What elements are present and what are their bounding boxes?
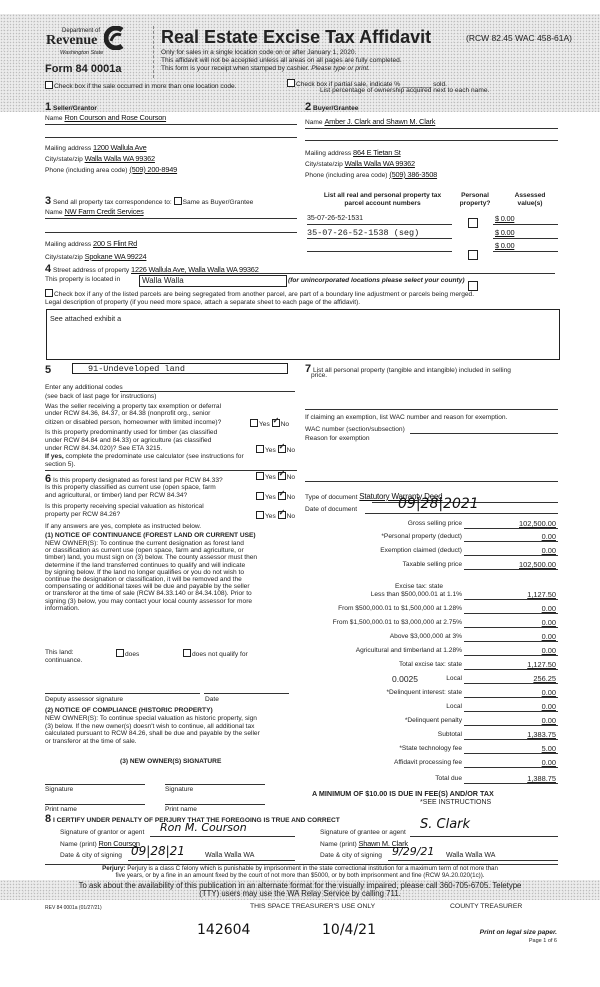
deputy-signature-field[interactable] [45,693,200,694]
fee-label: Taxable selling price [402,561,462,568]
yes-checkbox[interactable] [256,445,264,453]
fee-value[interactable]: 256.25 [533,674,556,683]
personal-property-label [305,363,511,375]
fee-value[interactable]: 1,388.75 [527,774,556,783]
section-number: 6 [45,473,52,485]
seller-name-value[interactable]: Ron Courson and Rose Courson [64,113,167,122]
segregated-label: Check box if any of the listed parcels are being segregated from another parcel, are part of a boundary line adjustment or parcels being merged. [54,291,475,298]
field-line [410,836,558,837]
buyer-name-value[interactable]: Amber J. Clark and Shawn M. Clark [324,117,436,126]
same-as-buyer-label: Same as Buyer/Grantee [182,199,254,206]
field-line [307,238,452,239]
corr-city-value[interactable]: Spokane WA 99224 [84,252,147,261]
field-line [45,218,297,219]
minimum-note: A MINIMUM OF $10.00 IS DUE IN FEE(S) AND/OR TAX [312,789,494,798]
grantee-name-value[interactable]: Shawn M. Clark [358,839,408,848]
section-title: I CERTIFY UNDER PENALTY OF PERJURY THAT THE FOREGOING IS TRUE AND CORRECT [52,817,340,824]
section-number: 5 [45,364,52,376]
fee-value[interactable]: 0.00 [541,546,556,555]
fee-value[interactable]: 5.00 [541,744,556,753]
field-label: Signature of grantor or agent [60,829,145,836]
treasurer-stamp-date: 10/4/21 [322,922,376,938]
field-label: Date of document [305,506,358,513]
does-checkbox[interactable] [116,649,124,657]
section-number: 7 [305,363,312,375]
fee-value[interactable]: 102,500.00 [519,560,556,569]
notice-line: NEW OWNER(S): To continue the current designation as forest land [45,540,244,547]
fee-value[interactable]: 0.00 [541,646,556,655]
buyer-phone-value[interactable]: (509) 386-3508 [389,170,438,179]
question-text: Is this property designated as forest land per RCW 84.33? [52,477,223,484]
fee-value[interactable]: 1,127.50 [527,660,556,669]
fee-value[interactable]: 0.00 [541,758,556,767]
corr-name-field[interactable] [45,208,144,217]
yes-checkbox[interactable] [256,472,264,480]
if-yes-bold: If yes, [45,453,64,460]
fee-label: From $1,500,000.01 to $3,000,000 at 2.75% [332,619,462,626]
question-text: Is this property predominantly used for timber (as classified [45,429,218,436]
legal-description-box[interactable] [46,309,560,360]
fee-label: Subtotal [437,731,462,738]
page-title: Real Estate Excise Tax Affidavit [161,27,432,47]
additional-codes-field[interactable] [120,391,295,392]
field-label: Street address of property [52,267,130,274]
corr-city-field[interactable] [45,253,146,262]
fee-label: *Delinquent penalty [404,717,462,724]
field-label: Type of document [305,494,358,501]
grantor-name-field[interactable] [60,840,140,849]
notice-line: or transferor at the time of sale. [45,738,137,746]
print-name-field[interactable] [165,804,265,805]
fee-value[interactable]: 0.00 [541,632,556,641]
grantor-name-value[interactable]: Ron Courson [98,839,140,848]
section-number: 4 [45,263,52,275]
fee-label: *Personal property (deduct) [381,533,462,540]
does-not-checkbox[interactable] [183,649,191,657]
question-text: under RCW 84.84 and 84.33) or agriculture (as classified [45,437,212,444]
question-text: Was the seller receiving a property tax exemption or deferral [45,403,222,410]
field-label: Phone (including area code) [305,172,388,179]
doc-date-value[interactable]: 09|28|2021 [398,496,479,512]
question-text: under RCW 84.36, 84.37, or 84.38 (nonprofit org., senior [45,410,211,417]
personal-header: property? [459,200,491,207]
seller-name-field[interactable] [45,114,166,123]
assessed-value[interactable]: $ 0.00 [495,228,515,237]
notice-continuance-title: (1) NOTICE OF CONTINUANCE (FOREST LAND OR CURRENT USE) [45,532,256,539]
revision-label: REV 84 0001a (01/27/21) [45,905,102,911]
grantor-signature[interactable]: Ron M. Courson [160,821,247,834]
yes-label: Yes [265,513,276,520]
corr-name-value[interactable]: NW Farm Credit Services [64,207,144,216]
timber-yes-no[interactable] [256,445,295,455]
new-owner-signature-title: (3) NEW OWNER(S) SIGNATURE [120,758,222,765]
print-name-label: Print name [165,806,197,813]
fee-label: Total due [435,775,462,782]
notice-line: or transferor at the time of sale (RCW 84.33.140 or 84.34.108). Prior to [45,590,252,598]
personal-property-checkbox[interactable] [468,250,478,260]
field-line [150,273,555,274]
ownership-note: List percentage of ownership acquired next to each name. [320,87,490,94]
notice-line: calculated pursuant to RCW 84.26, shall be due and payable by the seller [45,730,260,738]
yes-checkbox[interactable] [250,419,258,427]
notice-line: NEW OWNER(S): To continue special valuation as historic property, sign [45,715,257,722]
fee-value[interactable]: 1,127.50 [527,590,556,599]
title-citation: (RCW 82.45 WAC 458-61A) [466,33,572,43]
seller-mail-field[interactable] [45,144,147,153]
parcel-number[interactable]: 35-07-26-52-1538 (seg) [307,228,420,238]
field-label: Name [45,115,63,122]
buyer-city-value[interactable]: Walla Walla WA 99362 [344,159,415,168]
field-line [365,513,558,514]
grantee-signature[interactable]: S. Clark [420,817,471,832]
yes-label: Yes [259,421,270,428]
assessed-header: value(s) [517,200,543,207]
fee-label: Total excise tax: state [398,661,462,668]
buyer-mail-value[interactable]: 864 E Tietan St [353,148,401,157]
accessibility-note: To ask about the availability of this publication in an alternate format for the visually impaired, please call 360-705-6705. Teletype [78,881,522,890]
if-any-note: If any answers are yes, complete as instructed below. [45,523,202,530]
accessibility-note: (TTY) users may use the WA Relay Service by calling 711. [199,889,401,898]
no-checkbox[interactable] [278,511,286,519]
seller-phone-value[interactable]: (509) 200-8949 [129,165,178,174]
section-title: Send all property tax correspondence to: [52,199,172,206]
header-note: Only for sales in a single location code on or after January 1, 2020. [161,49,357,56]
header-note [161,65,370,73]
seller-mail-value[interactable]: 1200 Wallula Ave [93,143,147,152]
field-label: City/state/zip [45,254,83,261]
fee-label: Gross selling price [407,520,462,527]
field-label: Name [305,119,323,126]
question-text: citizen or disabled person, homeowner with limited income)? [45,419,222,426]
does-label: does [125,651,140,658]
logo-name: Revenue [46,33,98,48]
section-number: 1 [45,101,52,113]
field-line [307,224,452,225]
notice-line: compensating or additional taxes will be due and payable by the seller [45,583,250,591]
located-label: This property is located in [45,276,121,283]
parcel-number[interactable]: 35-07-26-52-1531 [307,215,364,222]
field-label: City/state/zip [45,156,83,163]
parcel-header: parcel account numbers [344,200,421,207]
notice-line: continue the designation or classification, it will be removed and the [45,576,242,583]
fee-label: Exemption claimed (deduct) [380,547,462,554]
field-line [493,224,558,225]
doc-type-value[interactable]: Statutory Warranty Deed [359,492,443,501]
buyer-phone-field[interactable] [305,171,437,180]
no-label: No [286,494,296,501]
field-label: Date & city of signing [320,852,382,859]
does-not-label: does not qualify for [192,651,248,658]
field-line [45,232,297,233]
print-name-field[interactable] [45,804,145,805]
header-note: This affidavit will not be accepted unless all areas on all pages are fully completed. [161,57,402,64]
see-instructions: *SEE INSTRUCTIONS [420,799,492,806]
perjury-bold: Perjury: [102,865,126,872]
same-as-buyer-checkbox[interactable] [174,197,182,205]
treasurer-stamp-number: 142604 [197,922,251,938]
yes-checkbox[interactable] [256,511,264,519]
reason-field[interactable] [305,481,558,482]
print-name-label: Print name [45,806,77,813]
question-text: Is this property receiving special valuation as historical [45,503,204,510]
fee-label: Affidavit processing fee [393,759,462,766]
notice-line: by signing below. If the land no longer qualifies or you do not wish to [45,568,245,576]
grantee-city-value[interactable]: Walla Walla WA [446,852,496,859]
field-line [493,251,558,252]
no-checkbox[interactable] [278,492,286,500]
notice-compliance-title: (2) NOTICE OF COMPLIANCE (HISTORIC PROPERTY) [45,707,213,714]
page-number: Page 1 of 6 [528,938,557,944]
wac-label: WAC number (section/subsection) [305,426,405,433]
field-label: Name (print) [320,841,357,848]
corr-mail-value[interactable]: 200 S Flint Rd [93,239,138,248]
parcel-header: List all real and personal property tax [323,192,442,199]
fee-label: *Delinquent interest: state [386,689,462,696]
field-label: Mailing address [305,150,352,157]
yes-label: Yes [265,474,276,481]
question-text: and agricultural, or timber) land per RCW 84.34? [45,492,188,499]
section-number: 3 [45,195,52,207]
multi-location-checkbox[interactable] [45,81,53,89]
wac-field[interactable] [410,433,558,434]
current-use-yes-no[interactable] [256,492,295,502]
section-title-cont: price. [311,372,328,379]
buyer-city-field[interactable] [305,160,415,169]
reason-label: Reason for exemption [305,435,370,442]
fee-value[interactable]: 0.00 [541,618,556,627]
yes-label: Yes [265,494,276,501]
county-select[interactable]: Walla Walla [139,275,287,287]
date-label: Date [205,696,219,703]
field-label: Phone (including area code) [45,167,128,174]
legal-description-value[interactable]: See attached exhibit a [50,314,122,323]
county-treasurer-label: COUNTY TREASURER [450,903,523,910]
no-label: No [286,447,296,454]
signature-field[interactable] [45,784,145,785]
fee-value[interactable]: 1,383.75 [527,730,556,739]
field-line [388,860,558,861]
assessed-value[interactable]: $ 0.00 [495,241,515,250]
fee-value[interactable]: 0.00 [541,532,556,541]
continuance-label: continuance. [45,657,83,664]
located-note: (for unincorporated locations please select your county) [288,277,465,284]
yes-label: Yes [265,447,276,454]
section-title: Buyer/Grantee [312,105,359,112]
deputy-label: Deputy assessor signature [45,696,124,703]
field-line [307,251,452,252]
buyer-mail-field[interactable] [305,149,401,158]
field-line [128,860,295,861]
header-note-text: This form is your receipt when stamped by cashier. [161,65,310,72]
if-yes-text: complete the predominate use calculator (see instructions for [63,453,244,460]
no-label: No [280,421,290,428]
buyer-heading [305,101,358,113]
section-number: 2 [305,101,312,113]
signature-label: Signature [165,786,194,793]
header-divider [153,26,154,78]
notice-line: information. [45,604,80,612]
field-label: Name [45,209,63,216]
revenue-logo-icon [104,26,126,50]
fee-value[interactable]: 0.00 [541,688,556,697]
treasurer-use-label: THIS SPACE TREASURER'S USE ONLY [250,903,376,910]
if-yes-note [45,453,244,461]
segregated-checkbox-row[interactable] [45,289,474,299]
field-label: Name (print) [60,841,97,848]
grantor-city-value[interactable]: Walla Walla WA [205,852,255,859]
section-title: Seller/Grantor [52,105,97,112]
no-checkbox[interactable] [272,419,280,427]
seller-city-field[interactable] [45,155,155,164]
notice-line: timber) land, you must sign on (3) below. The county assessor must then [45,554,258,562]
form-number: Form 84 0001a [45,63,122,75]
notice-line: determine if the land transferred continues to qualify and will indicate [45,561,246,569]
signature-label: Signature [45,786,74,793]
section-divider [45,470,297,471]
notice-line: signing (3) below, you may contact your local county assessor for more [45,597,253,605]
personal-property-field[interactable] [305,409,558,410]
perjury-note: five years, or by a fine in an amount fixed by the court of not more than $5000, or by both imprisonment and fine (RCW 9A.20.020(1c)). [115,872,485,879]
field-line [493,238,558,239]
fee-value[interactable]: 102,500.00 [519,519,556,528]
seller-heading [45,101,97,113]
legal-paper-note: Print on legal size paper. [479,929,557,936]
yes-checkbox[interactable] [256,492,264,500]
partial-sale-checkbox[interactable] [287,79,295,87]
fee-label: Local [446,675,462,682]
does-qualify-option[interactable] [116,649,139,659]
grantee-date-value[interactable]: 9/29/21 [392,845,435,858]
multi-location-label: Check box if the sale occurred in more than one location code. [54,83,237,90]
grantor-date-value[interactable]: 09|28|21 [131,844,185,858]
if-yes-note: section 5). [45,461,76,468]
fee-label: *State technology fee [399,745,462,752]
buyer-name-field[interactable] [305,118,435,127]
signature-field[interactable] [165,784,265,785]
seller-city-value[interactable]: Walla Walla WA 99362 [84,154,155,163]
fee-label: Local [446,703,462,710]
personal-header: Personal [461,192,489,199]
field-label: Date & city of signing [60,852,122,859]
local-rate: 0.0025 [392,674,418,684]
exemption-note: If claiming an exemption, list WAC number and reason for exemption. [305,414,508,421]
correspondence-heading [45,195,253,207]
notice-line: or classification as current use (open space, farm and agriculture, or [45,547,244,555]
field-line [305,140,558,141]
no-label: No [286,474,296,481]
question-text: property per RCW 84.26? [45,511,121,518]
field-line [45,137,297,138]
question-text: Is this property classified as current use (open space, farm [45,484,216,491]
segregated-checkbox[interactable] [45,289,53,297]
logo-state: Washington State [60,50,104,56]
fee-value[interactable]: 0.00 [541,604,556,613]
field-label: Signature of grantee or agent [320,829,406,836]
assessed-value[interactable]: $ 0.00 [495,214,515,223]
notice-line: (3) below. If the new owner(s) doesn't wish to continue, all additional tax [45,722,255,730]
exemption-yes-no[interactable] [250,419,289,429]
logo-dept: Department of [62,28,101,34]
does-not-qualify-option[interactable] [183,649,248,659]
assessed-header: Assessed [514,192,546,199]
section-title: List all personal property (tangible and intangible) included in selling [312,367,511,374]
seller-phone-field[interactable] [45,166,177,175]
fee-label: Above $3,000,000 at 3% [389,633,462,640]
additional-codes-label: Enter any additional codes [45,384,123,391]
fee-label: Agricultural and timberland at 1.28% [355,647,462,654]
legal-label: Legal description of property (if you need more space, attach a separate sheet to each page of the affidavit). [45,299,361,306]
land-use-code-select[interactable]: 91-Undeveloped land [72,363,288,374]
corr-mail-field[interactable] [45,240,137,249]
no-checkbox[interactable] [278,472,286,480]
field-label: Mailing address [45,241,92,248]
question-text: under RCW 84.34.020)? See ETA 3215. [45,445,163,452]
fee-label: Less than $500,000.01 at 1.1% [370,591,462,598]
forest-yes-no[interactable] [256,472,295,482]
header-note-italic: Please type or print. [311,65,370,72]
fee-value[interactable]: 0.00 [541,702,556,711]
field-line [45,124,297,125]
multi-location-checkbox-row[interactable] [45,81,237,91]
fee-value[interactable]: 0.00 [541,716,556,725]
partial-sale-label: Check box if partial sale, indicate % ________ sold. [296,81,448,88]
field-label: City/state/zip [305,161,343,168]
excise-header: Excise tax: state [395,583,444,590]
fee-label: From $500,000.01 to $1,500,000 at 1.28% [338,605,462,612]
no-label: No [286,513,296,520]
field-line [305,128,558,129]
section-number: 8 [45,813,52,825]
field-line [150,836,295,837]
see-back-note: (see back of last page for instructions) [45,393,157,400]
this-land-label: This land: [45,649,74,656]
no-checkbox[interactable] [278,445,286,453]
field-label: Mailing address [45,145,92,152]
perjury-text: Perjury is a class C felony which is punishable by imprisonment in the state correctional institution for a maximum term of not more than [125,865,498,872]
personal-property-checkbox[interactable] [468,218,478,228]
property-street-value[interactable]: 1226 Wallula Ave, Walla Walla WA 99362 [131,265,259,274]
